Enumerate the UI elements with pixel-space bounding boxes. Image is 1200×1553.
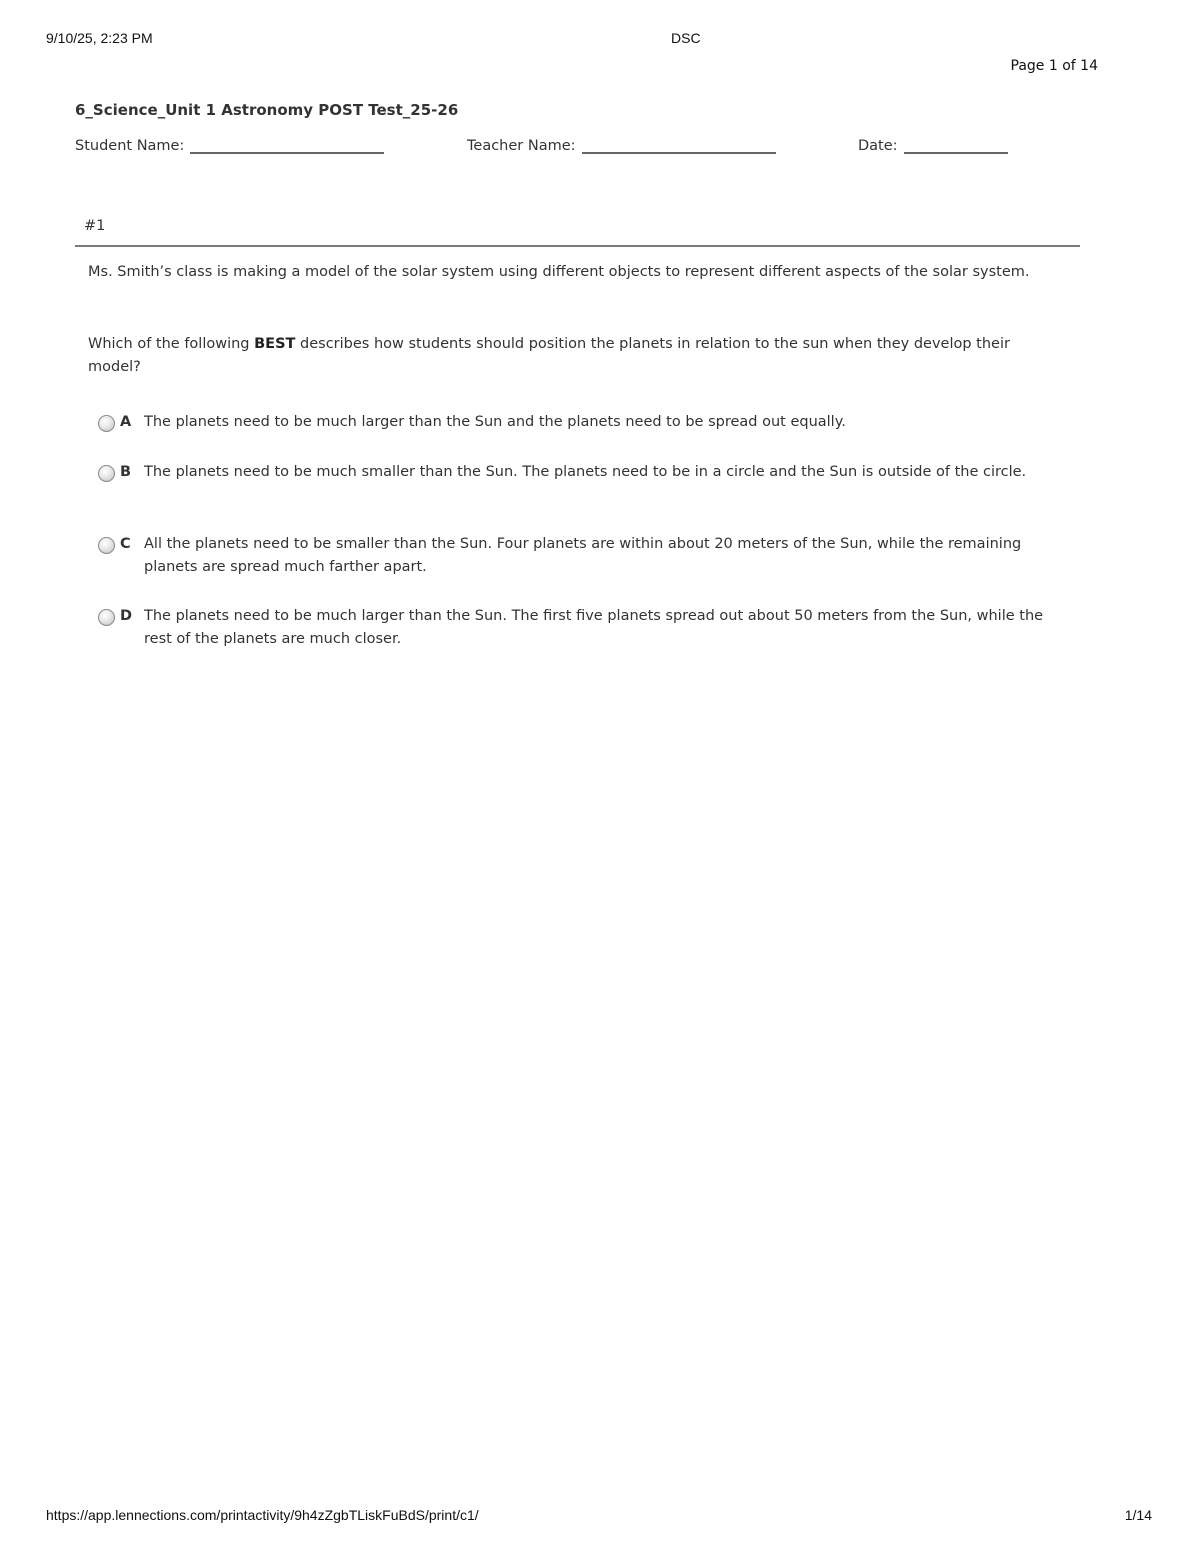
choice-letter-d: D — [120, 608, 133, 624]
radio-button-d[interactable] — [98, 609, 115, 626]
prompt-text-start: Which of the following — [88, 336, 255, 352]
question-prompt-intro: Ms. Smith’s class is making a model of the solar system using different objects to represent different aspects of the solar system. — [88, 264, 1030, 280]
radio-button-a[interactable] — [98, 415, 115, 432]
date-field — [858, 136, 1008, 154]
answer-choice-b[interactable] — [98, 461, 1058, 484]
choice-text-d: The planets need to be much larger than the Sun. The first five planets spread out about 50 meters from the Sun, while the rest of the planets are much closer. — [144, 608, 1044, 647]
print-footer-page: 1/14 — [1124, 1507, 1152, 1523]
choice-letter-a: A — [120, 414, 132, 430]
student-name-label: Student Name: — [75, 138, 185, 154]
print-timestamp: 9/10/25, 2:23 PM — [46, 30, 153, 46]
teacher-name-line — [582, 136, 776, 154]
prompt-emphasis: BEST — [254, 336, 296, 352]
question-number: #1 — [84, 218, 106, 234]
choice-text-a: The planets need to be much larger than the Sun and the planets need to be spread out equally. — [144, 414, 846, 430]
radio-button-b[interactable] — [98, 465, 115, 482]
radio-button-c[interactable] — [98, 537, 115, 554]
print-document-title: DSC — [671, 30, 701, 46]
date-label: Date: — [858, 138, 898, 154]
question-prompt — [88, 333, 1053, 379]
teacher-name-label: Teacher Name: — [467, 138, 576, 154]
question-divider — [75, 245, 1080, 247]
date-line — [904, 136, 1008, 154]
choice-text-b: The planets need to be much smaller than the Sun. The planets need to be in a circle and the Sun is outside of the circle. — [144, 464, 1027, 480]
prompt-text-end: describes how students should position the planets in relation to the sun when they develop their model? — [88, 336, 1010, 375]
student-name-field — [75, 136, 384, 154]
teacher-name-field — [467, 136, 776, 154]
choice-letter-b: B — [120, 464, 132, 480]
print-footer-url: https://app.lennections.com/printactivity/9h4zZgbTLiskFuBdS/print/c1/ — [46, 1507, 479, 1523]
test-title: 6_Science_Unit 1 Astronomy POST Test_25-26 — [75, 101, 459, 119]
answer-choice-a[interactable] — [98, 411, 1058, 434]
choice-letter-c: C — [120, 536, 131, 552]
choice-text-c: All the planets need to be smaller than the Sun. Four planets are within about 20 meters of the Sun, while the remaining planets are spread much farther apart. — [144, 536, 1022, 575]
student-name-line — [190, 136, 384, 154]
answer-choice-d[interactable] — [98, 605, 1058, 651]
answer-choice-c[interactable] — [98, 533, 1058, 579]
page-indicator: Page 1 of 14 — [1010, 58, 1098, 74]
